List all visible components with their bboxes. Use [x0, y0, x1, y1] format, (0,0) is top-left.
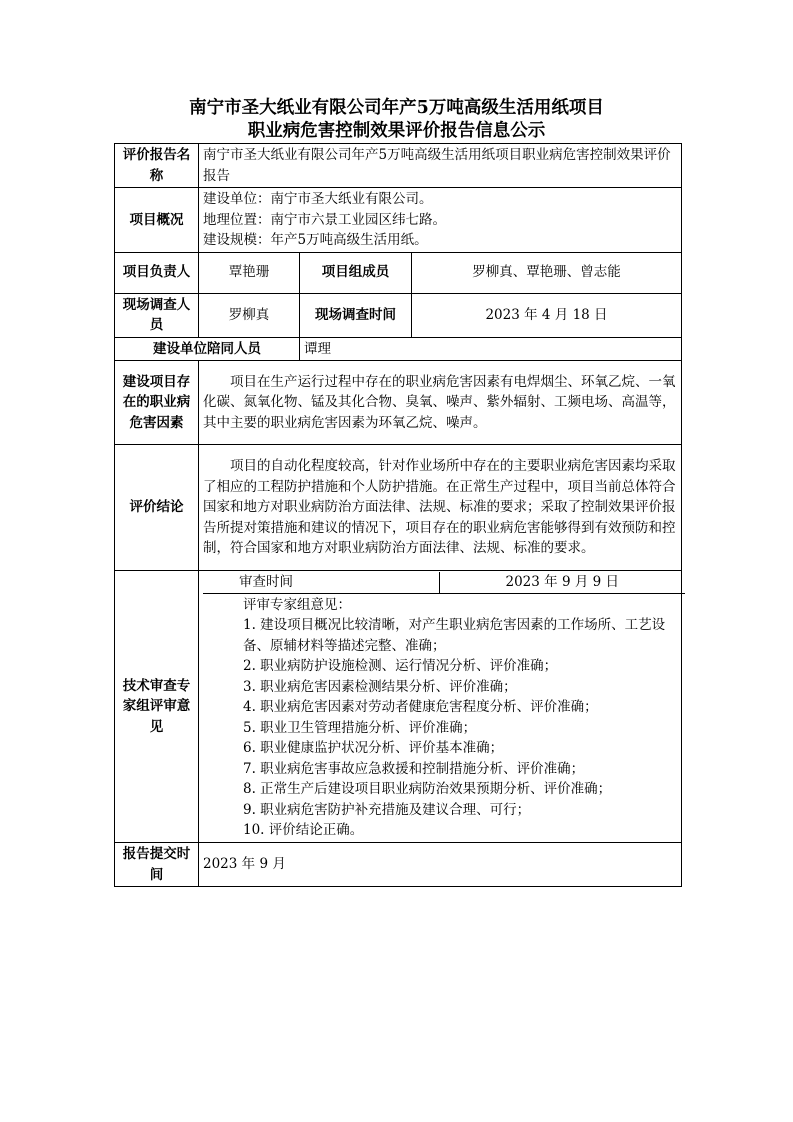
overview-line: 地理位置：南宁市六景工业园区纬七路。	[203, 211, 446, 228]
review-opinion-item: 6. 职业健康监护状况分析、评价基本准确；	[243, 740, 504, 757]
review-opinion-item: 7. 职业病危害事故应急救援和控制措施分析、评价准确；	[243, 760, 585, 777]
label-hazards: 建设项目存在的职业病危害因素	[115, 361, 199, 445]
value-accompany: 谭理	[300, 337, 682, 361]
row-survey	[115, 293, 682, 337]
value-submit: 2023 年 9 月	[199, 843, 682, 887]
value-hazards: 项目在生产运行过程中存在的职业病危害因素有电焊烟尘、环氧乙烷、一氧化碳、氮氧化物、锰及其化合物、臭氧、噪声、紫外辐射、工频电场、高温等，其中主要的职业病危害因素为环氧乙烷、噪声。	[199, 361, 682, 445]
review-opinion-item: 2. 职业病防护设施检测、运行情况分析、评价准确；	[243, 658, 558, 675]
review-time-row	[203, 572, 685, 593]
value-leader: 覃艳珊	[199, 252, 300, 293]
document-title-line-1: 南宁市圣大纸业有限公司年产5万吨高级生活用纸项目	[189, 98, 604, 118]
value-review-time: 2023 年 9 月 9 日	[439, 572, 685, 593]
row-submit	[115, 843, 682, 887]
label-conclusion: 评价结论	[115, 445, 199, 571]
row-review	[115, 571, 682, 843]
value-members: 罗柳真、覃艳珊、曾志能	[412, 252, 682, 293]
label-review-time: 审查时间	[203, 572, 439, 593]
review-opinion-item: 3. 职业病危害因素检测结果分析、评价准确；	[243, 678, 517, 695]
value-conclusion: 项目的自动化程度较高，针对作业场所中存在的主要职业病危害因素均采取了相应的工程防护措施和个人防护措施。在正常生产过程中，项目当前总体符合国家和地方对职业病防治方面法律、法规、标准的要求；采取了控制效果评价报告所提对策措施和建议的情况下，项目存在的职业病危害能够得到有效预防和控制，符合国家和地方对职业病防治方面法律、法规、标准的要求。	[199, 445, 682, 571]
row-conclusion	[115, 445, 682, 571]
label-members: 项目组成员	[300, 252, 412, 293]
review-opinion-item: 1. 建设项目概况比较清晰，对产生职业病危害因素的工作场所、工艺设备、原辅材料等描述完整、准确；	[243, 617, 666, 654]
value-review	[199, 571, 682, 843]
review-opinion-item: 5. 职业卫生管理措施分析、评价准确；	[243, 719, 477, 736]
row-hazards	[115, 361, 682, 445]
label-accompany: 建设单位陪同人员	[115, 337, 300, 361]
review-opinion-row	[203, 593, 685, 841]
review-opinion-item: 8. 正常生产后建设项目职业病防治效果预期分析、评价准确；	[243, 781, 612, 798]
label-survey: 现场调查人员	[115, 293, 199, 337]
value-report-name: 南宁市圣大纸业有限公司年产5万吨高级生活用纸项目职业病危害控制效果评价报告	[199, 144, 682, 188]
row-overview	[115, 188, 682, 253]
overview-line: 建设规模：年产5万吨高级生活用纸。	[203, 232, 428, 248]
row-leader	[115, 252, 682, 293]
review-inner-table	[203, 572, 685, 841]
label-review: 技术审查专家组评审意见	[115, 571, 199, 843]
label-leader: 项目负责人	[115, 252, 199, 293]
value-survey: 罗柳真	[199, 293, 300, 337]
label-submit: 报告提交时间	[115, 843, 199, 887]
label-overview: 项目概况	[115, 188, 199, 253]
label-report-name: 评价报告名称	[115, 144, 199, 188]
row-report-name	[115, 144, 682, 188]
disclosure-table	[114, 143, 682, 887]
label-survey-time: 现场调查时间	[300, 293, 412, 337]
review-opinion-title: 评审专家组意见：	[243, 596, 351, 613]
document-title-line-2: 职业病危害控制效果评价报告信息公示	[247, 121, 546, 141]
review-opinion-item: 10. 评价结论正确。	[243, 822, 364, 839]
value-overview	[199, 188, 682, 253]
review-opinion-item: 4. 职业病危害因素对劳动者健康危害程度分析、评价准确；	[243, 699, 598, 716]
value-survey-time: 2023 年 4 月 18 日	[412, 293, 682, 337]
overview-line: 建设单位：南宁市圣大纸业有限公司。	[203, 191, 433, 207]
row-accompany	[115, 337, 682, 361]
review-opinion-item: 9. 职业病危害防护补充措施及建议合理、可行；	[243, 801, 531, 818]
